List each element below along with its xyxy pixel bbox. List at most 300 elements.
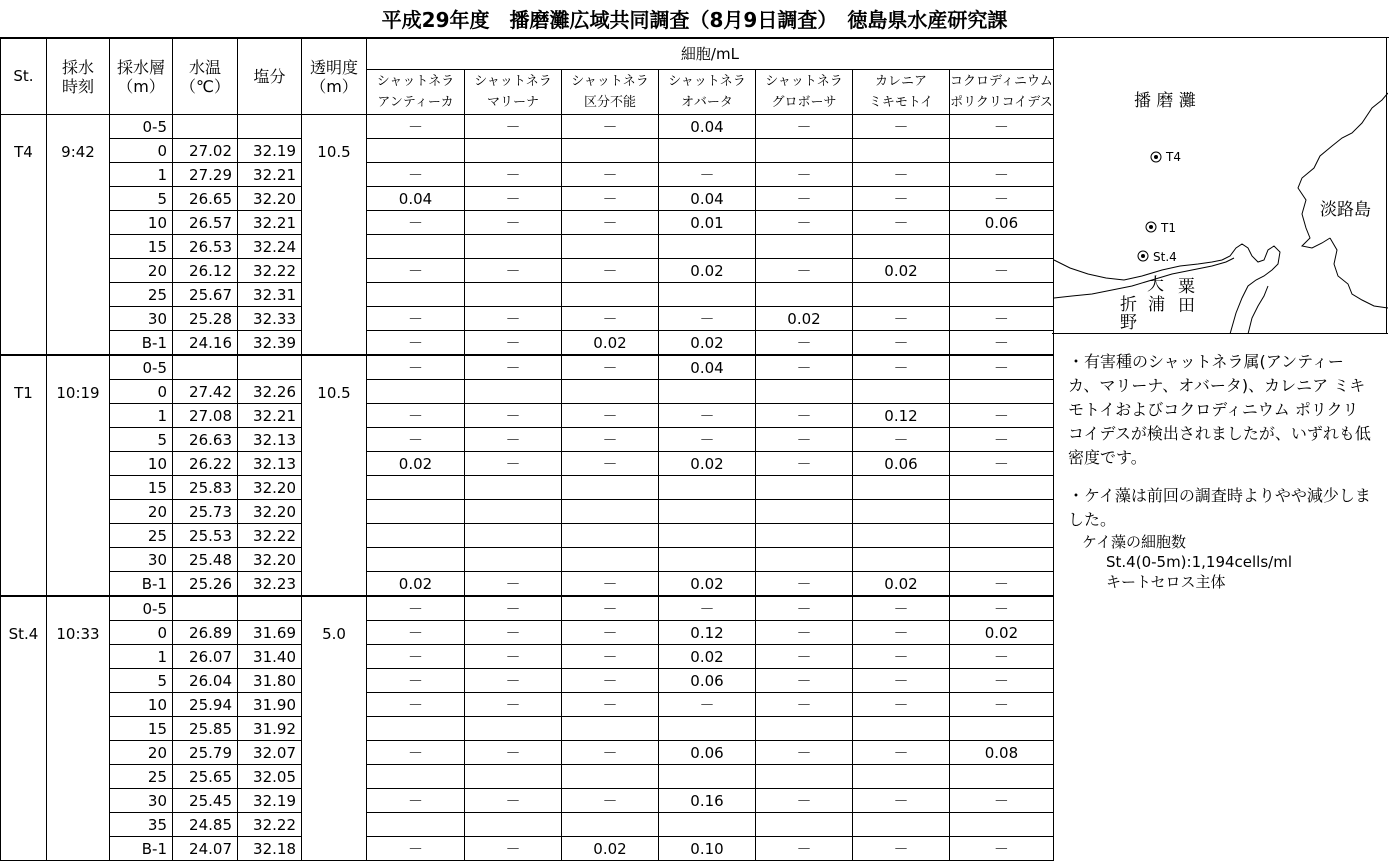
salinity-cell: 32.23 <box>238 572 302 597</box>
temp-cell: 25.83 <box>173 476 238 500</box>
cell-density: － <box>367 211 465 235</box>
cell-density: － <box>950 404 1054 428</box>
cell-density <box>756 548 853 572</box>
temp-cell: 26.65 <box>173 187 238 211</box>
cell-density: － <box>659 404 756 428</box>
cell-density: － <box>756 789 853 813</box>
table-row <box>1 211 1054 235</box>
salinity-cell: 32.21 <box>238 163 302 187</box>
salinity-cell: 31.69 <box>238 621 302 645</box>
cell-density: 0.04 <box>659 187 756 211</box>
salinity-cell: 32.21 <box>238 404 302 428</box>
salinity-cell <box>238 115 302 139</box>
cell-density: － <box>465 837 562 861</box>
cell-density <box>367 548 465 572</box>
cell-density <box>756 765 853 789</box>
depth-cell: 1 <box>110 163 173 187</box>
cell-density: － <box>950 428 1054 452</box>
temp-cell: 24.16 <box>173 331 238 356</box>
depth-cell: 20 <box>110 741 173 765</box>
table-row <box>1 476 1054 500</box>
cell-density: － <box>562 307 659 331</box>
cell-density: － <box>756 259 853 283</box>
cell-density: － <box>756 645 853 669</box>
temp-cell: 26.07 <box>173 645 238 669</box>
cell-density: － <box>562 163 659 187</box>
header-salinity: 塩分 <box>238 39 302 115</box>
cell-density <box>659 548 756 572</box>
cell-density: 0.01 <box>659 211 756 235</box>
temp-cell: 26.53 <box>173 235 238 259</box>
cell-density: － <box>659 596 756 621</box>
salinity-cell: 32.20 <box>238 500 302 524</box>
map-right-border <box>1386 38 1387 334</box>
cell-density: － <box>659 307 756 331</box>
cell-density <box>367 476 465 500</box>
table-row <box>1 283 1054 307</box>
cell-density <box>465 548 562 572</box>
cell-density: － <box>950 596 1054 621</box>
cell-density: 0.02 <box>950 621 1054 645</box>
cell-density: － <box>950 355 1054 380</box>
cell-density <box>756 235 853 259</box>
cell-density: － <box>756 693 853 717</box>
cell-density: － <box>465 645 562 669</box>
cell-density <box>367 235 465 259</box>
depth-cell: 25 <box>110 283 173 307</box>
cell-density: － <box>853 428 950 452</box>
cell-density: － <box>562 115 659 139</box>
cell-density <box>562 548 659 572</box>
table-row <box>1 669 1054 693</box>
cell-density <box>562 283 659 307</box>
temp-cell: 25.45 <box>173 789 238 813</box>
header-station: St. <box>1 39 47 115</box>
cell-density: － <box>659 428 756 452</box>
salinity-cell: 32.22 <box>238 259 302 283</box>
cell-density <box>853 139 950 163</box>
depth-cell: 25 <box>110 524 173 548</box>
table-row <box>1 331 1054 356</box>
temp-cell: 26.12 <box>173 259 238 283</box>
cell-density: － <box>562 596 659 621</box>
cell-density: － <box>465 741 562 765</box>
station-name: T1 <box>1 355 47 596</box>
header-temp: 水温 （℃） <box>173 39 238 115</box>
cell-density: 0.06 <box>853 452 950 476</box>
header-species: シャットネラ グロボーサ <box>756 70 853 115</box>
depth-cell: 30 <box>110 789 173 813</box>
temp-cell: 25.67 <box>173 283 238 307</box>
cell-density <box>465 524 562 548</box>
station-name: St.4 <box>1 596 47 861</box>
header-species: シャットネラ アンティーカ <box>367 70 465 115</box>
cell-density: － <box>562 645 659 669</box>
cell-density: － <box>562 211 659 235</box>
cell-density: － <box>950 115 1054 139</box>
cell-density: － <box>950 307 1054 331</box>
cell-density: － <box>950 259 1054 283</box>
cell-density: 0.04 <box>367 187 465 211</box>
cell-density: － <box>853 596 950 621</box>
table-row <box>1 837 1054 861</box>
table-row <box>1 645 1054 669</box>
cell-density <box>562 717 659 741</box>
salinity-cell: 32.19 <box>238 789 302 813</box>
cell-density: － <box>756 355 853 380</box>
cell-density: － <box>465 621 562 645</box>
cell-density <box>465 813 562 837</box>
cell-density: － <box>367 837 465 861</box>
table-row <box>1 307 1054 331</box>
salinity-cell: 32.20 <box>238 548 302 572</box>
header-species: シャットネラ オバータ <box>659 70 756 115</box>
cell-density: － <box>950 572 1054 597</box>
temp-cell: 26.04 <box>173 669 238 693</box>
cell-density: 0.12 <box>659 621 756 645</box>
salinity-cell <box>238 355 302 380</box>
depth-cell: B-1 <box>110 331 173 356</box>
cell-density <box>465 765 562 789</box>
cell-density <box>756 476 853 500</box>
cell-density <box>465 476 562 500</box>
cell-density: － <box>853 187 950 211</box>
cell-density <box>853 500 950 524</box>
depth-cell: 1 <box>110 404 173 428</box>
cell-density: － <box>562 621 659 645</box>
table-row <box>1 235 1054 259</box>
temp-cell: 27.08 <box>173 404 238 428</box>
table-row <box>1 139 1054 163</box>
table-row <box>1 548 1054 572</box>
salinity-cell: 32.07 <box>238 741 302 765</box>
cell-density: － <box>465 331 562 356</box>
cell-density <box>853 476 950 500</box>
temp-cell: 26.22 <box>173 452 238 476</box>
cell-density: － <box>756 669 853 693</box>
cell-density: － <box>950 187 1054 211</box>
cell-density <box>367 765 465 789</box>
note-diatom-count-label: ケイ藻の細胞数 <box>1082 533 1186 551</box>
page-title: 平成29年度 播磨灘広域共同調査（8月9日調査） 徳島県水産研究課 <box>0 0 1389 38</box>
cell-density: － <box>756 404 853 428</box>
cell-density: － <box>756 596 853 621</box>
salinity-cell: 32.13 <box>238 428 302 452</box>
cell-density <box>950 139 1054 163</box>
cell-density: － <box>853 163 950 187</box>
cell-density: － <box>367 621 465 645</box>
cell-density: － <box>853 837 950 861</box>
table-row <box>1 789 1054 813</box>
cell-density <box>853 524 950 548</box>
table-row <box>1 693 1054 717</box>
cell-density: － <box>756 428 853 452</box>
temp-cell: 25.94 <box>173 693 238 717</box>
cell-density: － <box>367 789 465 813</box>
salinity-cell: 32.20 <box>238 476 302 500</box>
cell-density <box>950 524 1054 548</box>
cell-density: － <box>367 669 465 693</box>
depth-cell: 15 <box>110 476 173 500</box>
cell-density: － <box>367 307 465 331</box>
header-species: コクロディニウム ポリクリコイデス <box>950 70 1054 115</box>
sampling-time: 9:42 <box>47 115 110 356</box>
cell-density <box>853 235 950 259</box>
cell-density <box>659 235 756 259</box>
salinity-cell: 32.33 <box>238 307 302 331</box>
cell-density <box>659 765 756 789</box>
temp-cell <box>173 115 238 139</box>
table-row <box>1 452 1054 476</box>
cell-density: － <box>853 645 950 669</box>
cell-density: － <box>562 669 659 693</box>
cell-density: － <box>756 187 853 211</box>
cell-density <box>853 548 950 572</box>
cell-density: － <box>756 163 853 187</box>
cell-density <box>562 765 659 789</box>
cell-density <box>950 476 1054 500</box>
map-station-t1: T1 <box>1161 221 1176 235</box>
station-name: T4 <box>1 115 47 356</box>
cell-density: － <box>465 452 562 476</box>
temp-cell: 27.02 <box>173 139 238 163</box>
cell-density: － <box>562 187 659 211</box>
cell-density <box>659 380 756 404</box>
cell-density: － <box>756 837 853 861</box>
table-row <box>1 741 1054 765</box>
cell-density <box>465 283 562 307</box>
table-row <box>1 717 1054 741</box>
cell-density <box>950 380 1054 404</box>
cell-density: － <box>465 428 562 452</box>
cell-density: 0.02 <box>853 572 950 597</box>
cell-density: － <box>367 693 465 717</box>
note-diatom-count-value: St.4(0-5m):1,194cells/ml <box>1106 553 1292 571</box>
table-row <box>1 355 1054 380</box>
cell-density <box>659 500 756 524</box>
cell-density: 0.16 <box>659 789 756 813</box>
coastline-map <box>1052 38 1388 334</box>
cell-density: 0.06 <box>659 741 756 765</box>
cell-density: － <box>367 163 465 187</box>
transparency-cell: 10.5 <box>302 115 367 356</box>
cell-density <box>367 717 465 741</box>
cell-density: － <box>659 163 756 187</box>
cell-density: － <box>465 669 562 693</box>
cell-density <box>950 235 1054 259</box>
salinity-cell: 32.13 <box>238 452 302 476</box>
observation-table <box>0 38 1054 861</box>
map-sea-label: 播 磨 灘 <box>1134 91 1196 111</box>
transparency-cell: 10.5 <box>302 355 367 596</box>
salinity-cell <box>238 596 302 621</box>
cell-density: － <box>853 669 950 693</box>
salinity-cell: 32.22 <box>238 813 302 837</box>
map-panel <box>1052 38 1388 334</box>
depth-cell: 10 <box>110 693 173 717</box>
temp-cell: 27.29 <box>173 163 238 187</box>
cell-density <box>367 139 465 163</box>
cell-density: － <box>465 115 562 139</box>
table-row <box>1 813 1054 837</box>
table-row <box>1 115 1054 139</box>
cell-density: － <box>659 693 756 717</box>
cell-density: － <box>950 645 1054 669</box>
cell-density: － <box>562 789 659 813</box>
cell-density: － <box>465 259 562 283</box>
depth-cell: B-1 <box>110 572 173 597</box>
cell-density <box>756 524 853 548</box>
temp-cell: 25.48 <box>173 548 238 572</box>
cell-density: 0.02 <box>659 452 756 476</box>
cell-density <box>465 235 562 259</box>
header-cells-group: 細胞/mL <box>367 39 1054 70</box>
map-island-label: 淡路島 <box>1320 200 1371 220</box>
cell-density: － <box>465 693 562 717</box>
table-row <box>1 572 1054 597</box>
cell-density: － <box>756 115 853 139</box>
depth-cell: 5 <box>110 187 173 211</box>
cell-density: － <box>756 572 853 597</box>
temp-cell: 24.85 <box>173 813 238 837</box>
table-row <box>1 404 1054 428</box>
cell-density: － <box>950 693 1054 717</box>
cell-density <box>853 380 950 404</box>
cell-density: － <box>465 163 562 187</box>
cell-density <box>853 765 950 789</box>
depth-cell: 0-5 <box>110 355 173 380</box>
depth-cell: 0-5 <box>110 115 173 139</box>
cell-density: － <box>367 596 465 621</box>
header-species: カレニア ミキモトイ <box>853 70 950 115</box>
temp-cell: 25.26 <box>173 572 238 597</box>
temp-cell: 24.07 <box>173 837 238 861</box>
cell-density: 0.02 <box>659 259 756 283</box>
cell-density: － <box>367 645 465 669</box>
cell-density <box>562 476 659 500</box>
cell-density <box>367 283 465 307</box>
cell-density: － <box>562 404 659 428</box>
depth-cell: 0-5 <box>110 596 173 621</box>
cell-density: － <box>465 572 562 597</box>
salinity-cell: 32.05 <box>238 765 302 789</box>
cell-density: － <box>853 307 950 331</box>
depth-cell: 30 <box>110 548 173 572</box>
cell-density: － <box>756 621 853 645</box>
cell-density <box>659 813 756 837</box>
table-row <box>1 259 1054 283</box>
cell-density: － <box>950 837 1054 861</box>
temp-cell <box>173 355 238 380</box>
temp-cell: 26.57 <box>173 211 238 235</box>
cell-density <box>756 139 853 163</box>
header-species: シャットネラ 区分不能 <box>562 70 659 115</box>
salinity-cell: 32.39 <box>238 331 302 356</box>
cell-density: － <box>465 307 562 331</box>
cell-density: 0.02 <box>659 572 756 597</box>
map-place-label: 粟 <box>1178 277 1195 297</box>
cell-density: － <box>562 693 659 717</box>
cell-density <box>853 813 950 837</box>
cell-density <box>465 380 562 404</box>
cell-density: 0.12 <box>853 404 950 428</box>
depth-cell: 15 <box>110 717 173 741</box>
cell-density: 0.04 <box>659 115 756 139</box>
cell-density: － <box>465 355 562 380</box>
map-place-label: 浦 <box>1148 295 1165 315</box>
cell-density: － <box>853 741 950 765</box>
depth-cell: 5 <box>110 669 173 693</box>
cell-density: － <box>367 741 465 765</box>
cell-density: － <box>853 789 950 813</box>
cell-density <box>950 283 1054 307</box>
cell-density <box>950 813 1054 837</box>
cell-density: － <box>367 355 465 380</box>
cell-density: 0.06 <box>950 211 1054 235</box>
cell-density <box>367 524 465 548</box>
cell-density <box>562 813 659 837</box>
temp-cell: 25.85 <box>173 717 238 741</box>
sampling-time: 10:19 <box>47 355 110 596</box>
cell-density: 0.06 <box>659 669 756 693</box>
cell-density: 0.04 <box>659 355 756 380</box>
depth-cell: 30 <box>110 307 173 331</box>
sampling-time: 10:33 <box>47 596 110 861</box>
salinity-cell: 32.21 <box>238 211 302 235</box>
cell-density <box>562 139 659 163</box>
cell-density <box>756 380 853 404</box>
cell-density: 0.02 <box>659 331 756 356</box>
cell-density <box>659 139 756 163</box>
map-place-label: 野 <box>1120 313 1137 333</box>
cell-density: － <box>853 693 950 717</box>
cell-density: 0.02 <box>367 572 465 597</box>
cell-density: － <box>950 331 1054 356</box>
cell-density: － <box>950 789 1054 813</box>
cell-density: 0.10 <box>659 837 756 861</box>
map-station-t4: T4 <box>1166 150 1181 164</box>
temp-cell: 25.28 <box>173 307 238 331</box>
cell-density: － <box>367 404 465 428</box>
salinity-cell: 31.40 <box>238 645 302 669</box>
cell-density <box>756 283 853 307</box>
cell-density: 0.08 <box>950 741 1054 765</box>
table-row <box>1 765 1054 789</box>
salinity-cell: 32.26 <box>238 380 302 404</box>
cell-density <box>659 524 756 548</box>
cell-density <box>853 283 950 307</box>
salinity-cell: 32.24 <box>238 235 302 259</box>
temp-cell <box>173 596 238 621</box>
cell-density: － <box>853 211 950 235</box>
depth-cell: 25 <box>110 765 173 789</box>
table-row <box>1 428 1054 452</box>
depth-cell: 0 <box>110 139 173 163</box>
cell-density <box>950 717 1054 741</box>
cell-density: － <box>853 331 950 356</box>
cell-density: － <box>950 163 1054 187</box>
cell-density: － <box>562 741 659 765</box>
depth-cell: 20 <box>110 259 173 283</box>
cell-density: － <box>853 115 950 139</box>
cell-density: 0.02 <box>659 645 756 669</box>
cell-density: － <box>562 452 659 476</box>
cell-density: － <box>367 115 465 139</box>
depth-cell: 10 <box>110 452 173 476</box>
cell-density <box>367 813 465 837</box>
cell-density <box>465 139 562 163</box>
cell-density <box>950 765 1054 789</box>
